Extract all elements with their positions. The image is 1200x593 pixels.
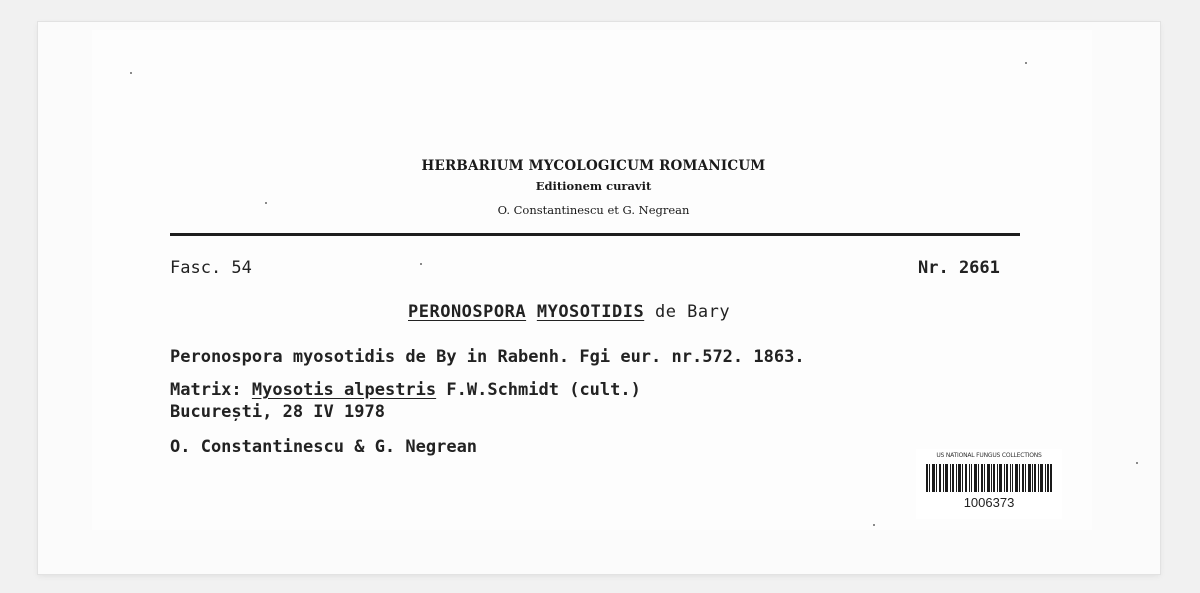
herbarium-title: HERBARIUM MYCOLOGICUM ROMANICUM — [421, 158, 766, 174]
editors: O. Constantinescu et G. Negrean — [497, 203, 690, 217]
matrix-line — [170, 380, 641, 400]
paper-speck — [265, 202, 267, 204]
paper-speck — [1136, 462, 1138, 464]
paper-speck — [1025, 62, 1027, 64]
header-divider — [170, 233, 1020, 236]
paper-speck — [873, 524, 875, 526]
species-name — [408, 302, 730, 322]
species-author: de Bary — [654, 302, 731, 322]
fascicle-label: Fasc. 54 — [170, 258, 252, 278]
barcode-icon — [926, 464, 1052, 492]
citation: Peronospora myosotidis de By in Rabenh. Fgi eur. nr.572. 1863. — [170, 347, 805, 367]
barcode-title: US NATIONAL FUNGUS COLLECTIONS — [936, 452, 1042, 459]
collectors: O. Constantinescu & G. Negrean — [170, 437, 478, 457]
barcode-label — [916, 449, 1062, 519]
locality: București, 28 IV 1978 — [170, 402, 385, 422]
paper-speck — [420, 263, 422, 265]
matrix-host: Myosotis alpestris — [251, 380, 437, 400]
specimen-number: Nr. 2661 — [918, 258, 1000, 278]
species-genus: PERONOSPORA — [408, 302, 527, 322]
matrix-prefix: Matrix: — [170, 380, 242, 400]
matrix-suffix: F.W.Schmidt (cult.) — [446, 380, 641, 400]
barcode-number: 1006373 — [963, 495, 1015, 510]
species-epithet: MYOSOTIDIS — [536, 302, 645, 322]
editor-note: Editionem curavit — [535, 179, 652, 193]
paper-speck — [130, 72, 132, 74]
